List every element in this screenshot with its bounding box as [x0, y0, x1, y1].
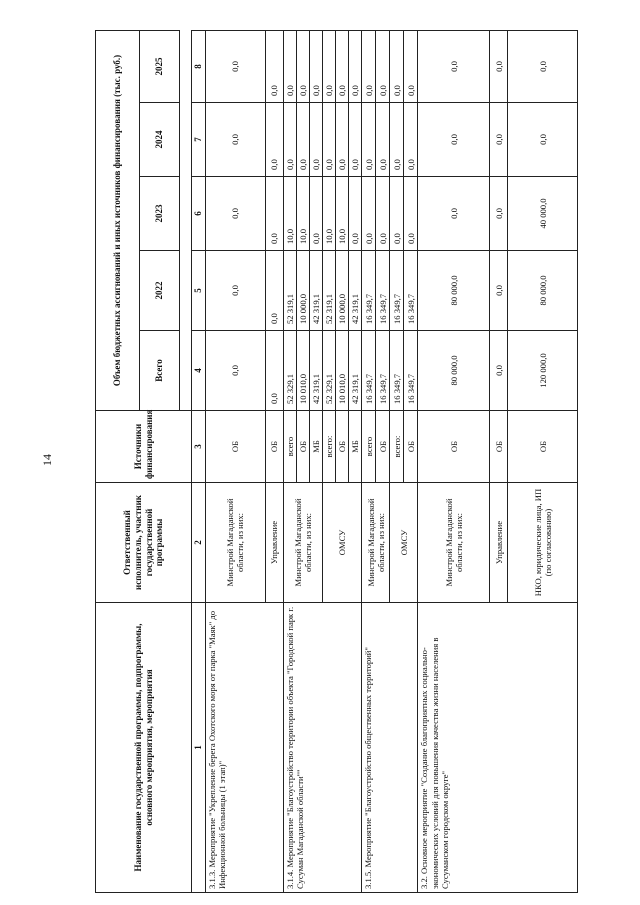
value-cell: 0,0	[205, 31, 265, 103]
value-cell: 42 319,1	[349, 251, 362, 331]
executor-cell: Минстрой Магаданской области, из них:	[205, 483, 265, 603]
value-cell: 0,0	[376, 31, 390, 103]
value-cell: 42 319,1	[349, 331, 362, 411]
executor-cell: ОМСУ	[323, 483, 362, 603]
value-cell: 80 000,0	[418, 251, 490, 331]
value-cell: 0,0	[323, 103, 336, 177]
value-cell: 10,0	[296, 177, 309, 251]
value-cell: 10,0	[336, 177, 349, 251]
value-cell: 52 329,1	[323, 331, 336, 411]
value-cell: 0,0	[362, 31, 376, 103]
value-cell: 0,0	[404, 177, 418, 251]
value-cell: 0,0	[309, 103, 322, 177]
value-cell: 0,0	[390, 177, 404, 251]
header-program-name: Наименование государственной программы, подпрограммы, основного мероприятия, мероприятия	[96, 603, 192, 893]
source-cell: всего	[283, 411, 296, 483]
value-cell: 16 349,7	[376, 251, 390, 331]
source-cell: ОБ	[205, 411, 265, 483]
executor-cell: НКО, юридические лица, ИП (по согласованию)	[508, 483, 578, 603]
value-cell: 0,0	[508, 103, 578, 177]
source-cell: ОБ	[336, 411, 349, 483]
value-cell: 16 349,7	[376, 331, 390, 411]
value-cell: 0,0	[390, 103, 404, 177]
header-total: Всего	[140, 331, 180, 411]
value-cell: 0,0	[376, 103, 390, 177]
header-2024: 2024	[140, 103, 180, 177]
value-cell: 40 000,0	[508, 177, 578, 251]
value-cell: 10,0	[283, 177, 296, 251]
value-cell: 0,0	[362, 177, 376, 251]
source-cell: всего:	[390, 411, 404, 483]
source-cell: ОБ	[265, 411, 283, 483]
page-number: 14	[40, 454, 54, 466]
value-cell: 52 319,1	[323, 251, 336, 331]
value-cell: 10 000,0	[296, 251, 309, 331]
value-cell: 80 000,0	[508, 251, 578, 331]
value-cell: 16 349,7	[362, 331, 376, 411]
value-cell: 0,0	[404, 31, 418, 103]
table-row	[418, 31, 490, 893]
value-cell: 0,0	[404, 103, 418, 177]
value-cell: 0,0	[336, 103, 349, 177]
col-number: 5	[192, 251, 206, 331]
value-cell: 0,0	[490, 251, 508, 331]
value-cell: 0,0	[296, 103, 309, 177]
value-cell: 16 349,7	[390, 251, 404, 331]
value-cell: 10 010,0	[336, 331, 349, 411]
source-cell: всего	[362, 411, 376, 483]
value-cell: 0,0	[508, 31, 578, 103]
value-cell: 52 319,1	[283, 251, 296, 331]
value-cell: 0,0	[349, 177, 362, 251]
value-cell: 16 349,7	[404, 251, 418, 331]
rotated-table-container	[95, 31, 553, 893]
executor-cell: Минстрой Магаданской области, из них:	[418, 483, 490, 603]
value-cell: 0,0	[376, 177, 390, 251]
measure-name: 3.1.4. Мероприятие "Благоустройство территории объекта "Городской парк г. Сусуман Магаданской области""	[283, 603, 362, 893]
value-cell: 0,0	[309, 31, 322, 103]
value-cell: 0,0	[265, 251, 283, 331]
source-cell: ОБ	[296, 411, 309, 483]
source-cell: МБ	[349, 411, 362, 483]
header-2023: 2023	[140, 177, 180, 251]
header-volume: Объем бюджетных ассигнований и иных источников финансирования (тыс. руб.)	[96, 31, 140, 411]
value-cell: 10 000,0	[336, 251, 349, 331]
value-cell: 0,0	[296, 31, 309, 103]
value-cell: 0,0	[309, 177, 322, 251]
source-cell: ОБ	[508, 411, 578, 483]
value-cell: 0,0	[418, 177, 490, 251]
table-row	[362, 31, 376, 893]
value-cell: 0,0	[265, 177, 283, 251]
value-cell: 0,0	[362, 103, 376, 177]
col-number: 2	[192, 483, 206, 603]
col-number: 3	[192, 411, 206, 483]
col-number: 6	[192, 177, 206, 251]
value-cell: 42 319,1	[309, 331, 322, 411]
source-cell: ОБ	[404, 411, 418, 483]
col-number: 4	[192, 331, 206, 411]
table-row	[283, 31, 296, 893]
value-cell: 0,0	[418, 103, 490, 177]
value-cell: 52 329,1	[283, 331, 296, 411]
measure-name: 3.2. Основное мероприятие "Создание благоприятных социально-экономических условий для повышения качества жизни населения в Сусуманском городском округе"	[418, 603, 578, 893]
value-cell: 16 349,7	[390, 331, 404, 411]
value-cell: 0,0	[205, 177, 265, 251]
col-number: 8	[192, 31, 206, 103]
financing-table	[95, 30, 578, 893]
value-cell: 0,0	[205, 103, 265, 177]
value-cell: 0,0	[336, 31, 349, 103]
value-cell: 0,0	[490, 177, 508, 251]
table-row	[205, 31, 265, 893]
col-number: 1	[192, 603, 206, 893]
executor-cell: ОМСУ	[390, 483, 418, 603]
source-cell: ОБ	[376, 411, 390, 483]
column-numbers-row	[192, 31, 206, 893]
value-cell: 0,0	[490, 103, 508, 177]
measure-name: 3.1.5. Мероприятие "Благоустройство общественных территорий"	[362, 603, 418, 893]
value-cell: 0,0	[265, 103, 283, 177]
value-cell: 120 000,0	[508, 331, 578, 411]
source-cell: ОБ	[490, 411, 508, 483]
value-cell: 0,0	[418, 31, 490, 103]
executor-cell: Минстрой Магаданской области, из них:	[283, 483, 322, 603]
executor-cell: Управление	[490, 483, 508, 603]
col-number: 7	[192, 103, 206, 177]
value-cell: 0,0	[349, 103, 362, 177]
value-cell: 16 349,7	[362, 251, 376, 331]
value-cell: 0,0	[205, 331, 265, 411]
header-source: Источники финансирования	[96, 411, 192, 483]
value-cell: 0,0	[390, 31, 404, 103]
value-cell: 0,0	[265, 31, 283, 103]
value-cell: 0,0	[265, 331, 283, 411]
value-cell: 80 000,0	[418, 331, 490, 411]
value-cell: 0,0	[490, 331, 508, 411]
value-cell: 16 349,7	[404, 331, 418, 411]
value-cell: 0,0	[349, 31, 362, 103]
source-cell: всего:	[323, 411, 336, 483]
value-cell: 0,0	[490, 31, 508, 103]
executor-cell: Управление	[265, 483, 283, 603]
header-executor: Ответственный исполнитель, участник государственной программы	[96, 483, 192, 603]
value-cell: 0,0	[283, 103, 296, 177]
value-cell: 0,0	[323, 31, 336, 103]
value-cell: 10 010,0	[296, 331, 309, 411]
value-cell: 10,0	[323, 177, 336, 251]
source-cell: МБ	[309, 411, 322, 483]
value-cell: 0,0	[283, 31, 296, 103]
value-cell: 42 319,1	[309, 251, 322, 331]
measure-name: 3.1.3. Мероприятие "Укрепление берега Охотского моря от парка "Маяк" до Инфекционной больницы (1 этап)"	[205, 603, 283, 893]
executor-cell: Минстрой Магаданской области, из них:	[362, 483, 390, 603]
value-cell: 0,0	[205, 251, 265, 331]
source-cell: ОБ	[418, 411, 490, 483]
header-2022: 2022	[140, 251, 180, 331]
header-2025: 2025	[140, 31, 180, 103]
